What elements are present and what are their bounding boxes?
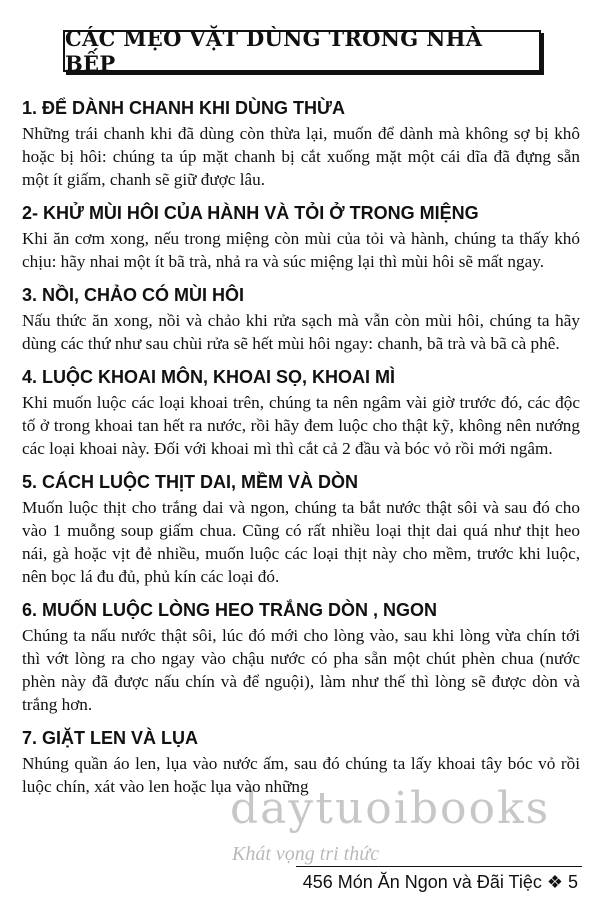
section-body: Khi muốn luộc các loại khoai trên, chúng ta nên ngâm vài giờ trước đó, các độc tố ở trong khoai tan hết ra nước, rồi hãy đem luộc cho thật kỹ, không nên nướng các loại khoai này. Đối với khoai mì thì cắt cả 2 đầu và bóc vỏ rồi mới ngâm. bbox=[22, 393, 580, 458]
section-1 bbox=[22, 96, 580, 191]
section-body: Nhúng quần áo len, lụa vào nước ấm, sau đó chúng ta lấy khoai tây bóc vỏ rồi luộc chín, xát vào len hoặc lụa vào những bbox=[22, 754, 580, 796]
section-heading: 4. LUỘC KHOAI MÔN, KHOAI SỌ, KHOAI MÌ bbox=[22, 367, 396, 387]
section-heading: 3. NỒI, CHẢO CÓ MÙI HÔI bbox=[22, 285, 245, 305]
section-body: Những trái chanh khi đã dùng còn thừa lại, muốn để dành mà không sợ bị khô hoặc bị hôi: chúng ta úp mặt chanh bị cắt xuống mặt một cái dĩa đã đựng sẵn một ít giấm, chanh sẽ giữ được lâu. bbox=[22, 124, 580, 189]
section-heading: 6. MUỐN LUỘC LÒNG HEO TRẮNG DÒN , NGON bbox=[22, 600, 438, 620]
section-body: Muốn luộc thịt cho trắng dai và ngon, chúng ta bắt nước thật sôi và sau đó cho vào 1 muỗng soup giấm chua. Cũng có rất nhiều loại thịt dai quá như thịt heo nái, gà hoặc vịt đẻ nhiều, muốn luộc các loại thịt này cho mềm, trước khi luộc, nên bọc lá đu đủ, phủ kín các loại đó. bbox=[22, 498, 580, 586]
section-heading: 2- KHỬ MÙI HÔI CỦA HÀNH VÀ TỎI Ở TRONG MIỆNG bbox=[22, 203, 479, 223]
section-body: Chúng ta nấu nước thật sôi, lúc đó mới cho lòng vào, sau khi lòng vừa chín tới thì vớt lòng ra cho ngay vào chậu nước có pha sẵn một chút phèn chua (nước phèn này đã được nấu chín và để nguội), làm như thế thì lòng sẽ được dòn và trắng hơn. bbox=[22, 626, 580, 714]
section-4 bbox=[22, 365, 580, 460]
section-heading: 1. ĐỂ DÀNH CHANH KHI DÙNG THỪA bbox=[22, 98, 345, 118]
section-7 bbox=[22, 726, 580, 798]
section-6 bbox=[22, 598, 580, 716]
page-footer: 456 Món Ăn Ngon và Đãi Tiệc ❖ 5 bbox=[302, 872, 578, 892]
section-heading: 5. CÁCH LUỘC THỊT DAI, MỀM VÀ DÒN bbox=[22, 472, 358, 492]
page-title: CÁC MẸO VẶT DÙNG TRONG NHÀ BẾP bbox=[63, 30, 541, 72]
watermark: daytuoibooks bbox=[230, 783, 551, 834]
section-heading: 7. GIẶT LEN VÀ LỤA bbox=[22, 728, 199, 748]
section-5 bbox=[22, 470, 580, 588]
section-2 bbox=[22, 201, 580, 273]
section-body: Khi ăn cơm xong, nếu trong miệng còn mùi của tỏi và hành, chúng ta thấy khó chịu: hãy nhai một ít bã trà, nhả ra và súc miệng lại thì mùi hôi sẽ mất ngay. bbox=[22, 229, 580, 271]
section-3 bbox=[22, 283, 580, 355]
section-body: Nấu thức ăn xong, nồi và chảo khi rửa sạch mà vẫn còn mùi hôi, chúng ta hãy dùng các thứ như sau chùi rửa sẽ hết mùi hôi ngay: chanh, bã trà và bã cà phê. bbox=[22, 311, 580, 353]
footer-divider bbox=[296, 866, 582, 867]
watermark-slogan: Khát vọng tri thức bbox=[232, 843, 380, 865]
content bbox=[22, 96, 580, 808]
